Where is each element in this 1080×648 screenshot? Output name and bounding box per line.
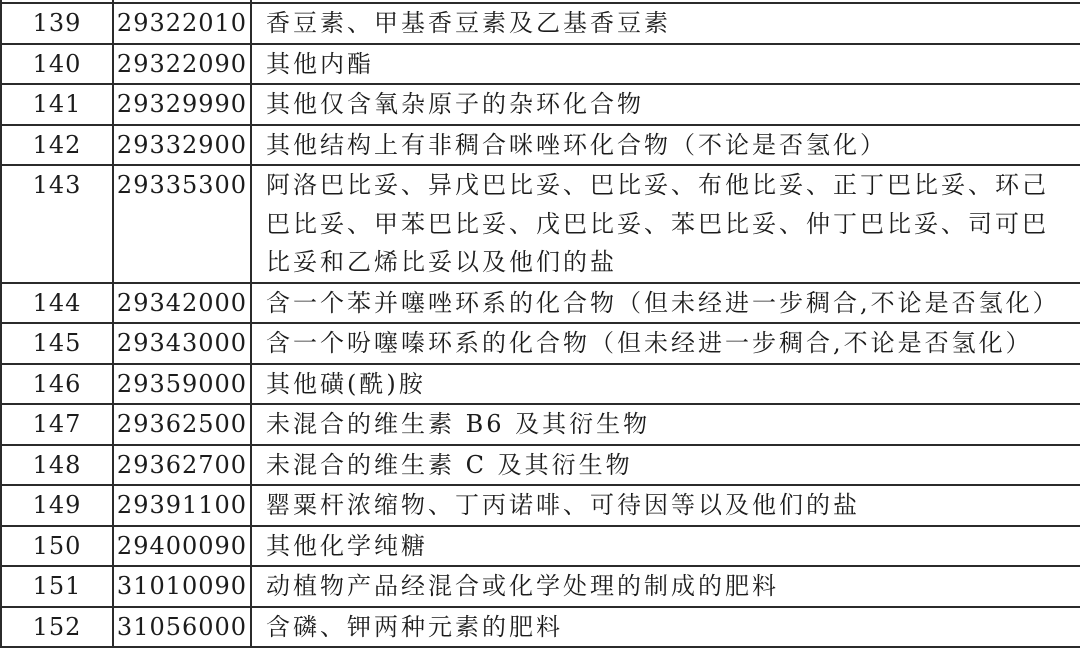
commodity-code: 29400090: [113, 526, 251, 567]
commodity-code: 29343000: [113, 323, 251, 364]
commodity-name: 罂粟杆浓缩物、丁丙诺啡、可待因等以及他们的盐: [251, 485, 1080, 526]
commodity-name: 未混合的维生素 C 及其衍生物: [251, 445, 1080, 486]
table-row: [1, 323, 1080, 364]
row-index: 145: [1, 323, 113, 364]
table-row: [1, 44, 1080, 85]
table-row: [1, 526, 1080, 567]
commodity-code: 29322010: [113, 3, 251, 44]
commodity-code: 29391100: [113, 485, 251, 526]
row-index: 141: [1, 84, 113, 125]
table-row: [1, 3, 1080, 44]
row-index: 150: [1, 526, 113, 567]
commodity-name: 香豆素、甲基香豆素及乙基香豆素: [251, 3, 1080, 44]
table-row: [1, 566, 1080, 607]
row-index: 152: [1, 607, 113, 648]
commodity-name: 其他化学纯糖: [251, 526, 1080, 567]
commodity-name: 其他仅含氧杂原子的杂环化合物: [251, 84, 1080, 125]
table-row: [1, 84, 1080, 125]
commodity-code: 29362700: [113, 445, 251, 486]
commodity-code: 29362500: [113, 404, 251, 445]
row-index: 149: [1, 485, 113, 526]
table-row: [1, 283, 1080, 324]
commodity-code: 31010090: [113, 566, 251, 607]
row-index: 148: [1, 445, 113, 486]
row-index: 144: [1, 283, 113, 324]
table-row: [1, 404, 1080, 445]
table-body: [1, 0, 1080, 647]
row-index: 147: [1, 404, 113, 445]
table-row: [1, 445, 1080, 486]
row-index: 142: [1, 125, 113, 166]
table-row: [1, 607, 1080, 648]
commodity-name: 其他内酯: [251, 44, 1080, 85]
commodity-code: 29329990: [113, 84, 251, 125]
commodity-code: 31056000: [113, 607, 251, 648]
row-index: 140: [1, 44, 113, 85]
row-index: 146: [1, 364, 113, 405]
commodity-code: 29359000: [113, 364, 251, 405]
row-index: 151: [1, 566, 113, 607]
commodity-name: 含磷、钾两种元素的肥料: [251, 607, 1080, 648]
commodity-code: 29322090: [113, 44, 251, 85]
commodity-name: 动植物产品经混合或化学处理的制成的肥料: [251, 566, 1080, 607]
commodity-name: 含一个吩噻嗪环系的化合物（但未经进一步稠合,不论是否氢化）: [251, 323, 1080, 364]
commodity-name: 阿洛巴比妥、异戊巴比妥、巴比妥、布他比妥、正丁巴比妥、环己巴比妥、甲苯巴比妥、戊巴比妥、苯巴比妥、仲丁巴比妥、司可巴比妥和乙烯比妥以及他们的盐: [251, 165, 1080, 283]
commodity-name: 未混合的维生素 B6 及其衍生物: [251, 404, 1080, 445]
row-index: 143: [1, 165, 113, 283]
row-index: 139: [1, 3, 113, 44]
commodity-name: 含一个苯并噻唑环系的化合物（但未经进一步稠合,不论是否氢化）: [251, 283, 1080, 324]
table-row: [1, 165, 1080, 283]
commodity-name: 其他结构上有非稠合咪唑环化合物（不论是否氢化）: [251, 125, 1080, 166]
commodity-name: 其他磺(酰)胺: [251, 364, 1080, 405]
commodity-code: 29342000: [113, 283, 251, 324]
commodity-code: 29335300: [113, 165, 251, 283]
commodity-code: 29332900: [113, 125, 251, 166]
table-row: [1, 364, 1080, 405]
table-row: [1, 485, 1080, 526]
table-row: [1, 125, 1080, 166]
